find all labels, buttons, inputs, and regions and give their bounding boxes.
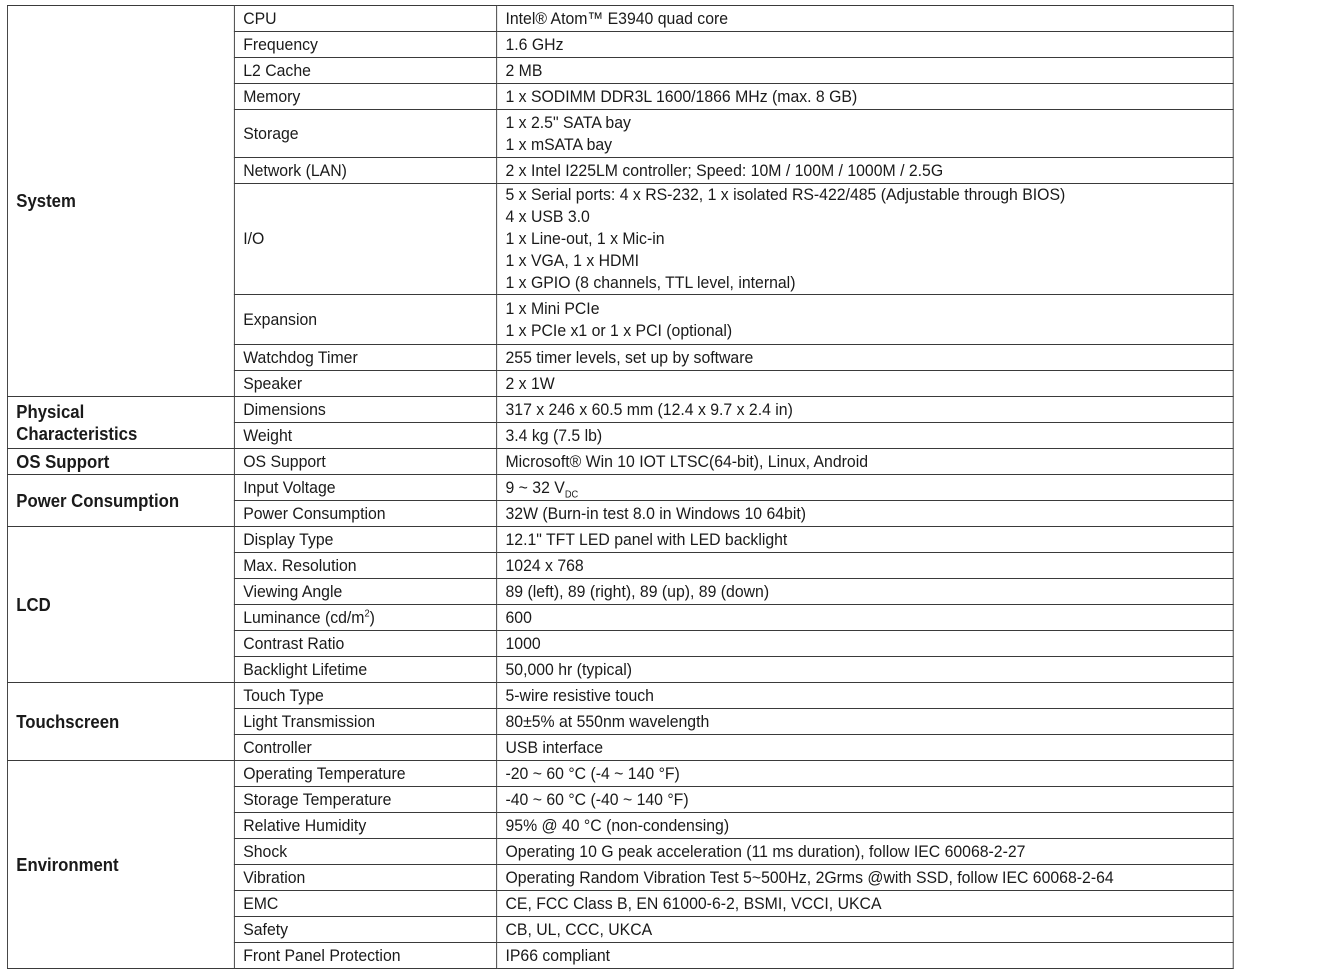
spec-value: [497, 449, 1234, 475]
spec-value: [497, 839, 1234, 865]
spec-value: [497, 475, 1234, 501]
table-row: [7, 475, 1233, 501]
spec-value-line: 5-wire resistive touch: [505, 685, 654, 705]
spec-value: [497, 657, 1234, 683]
spec-value-line: 1 x GPIO (8 channels, TTL level, internal): [505, 273, 796, 292]
spec-label: Controller: [234, 735, 496, 761]
spec-value-line: Operating Random Vibration Test 5~500Hz, 2Grms @with SSD, follow IEC 60068-2-64: [505, 867, 1114, 887]
spec-value-line: CE, FCC Class B, EN 61000-6-2, BSMI, VCCI, UKCA: [505, 893, 882, 913]
spec-value: [497, 184, 1234, 295]
category-physical-characteristics: Physical Characteristics: [7, 397, 234, 449]
spec-label: Watchdog Timer: [234, 345, 496, 371]
spec-label: Vibration: [234, 865, 496, 891]
spec-label: L2 Cache: [234, 58, 496, 84]
spec-value: [497, 917, 1234, 943]
spec-label: Power Consumption: [234, 501, 496, 527]
spec-label: Weight: [234, 423, 496, 449]
spec-value: [497, 605, 1234, 631]
spec-label: Shock: [234, 839, 496, 865]
spec-value-line: 2 MB: [505, 60, 543, 80]
spec-label: Frequency: [234, 32, 496, 58]
spec-label: Touch Type: [234, 683, 496, 709]
spec-label: Viewing Angle: [234, 579, 496, 605]
spec-label: Display Type: [234, 527, 496, 553]
spec-value-line: 1 x 2.5" SATA bay: [505, 112, 631, 132]
spec-value: [497, 891, 1234, 917]
spec-value: [497, 345, 1234, 371]
spec-label: OS Support: [234, 449, 496, 475]
spec-value-line: USB interface: [505, 737, 604, 757]
spec-value: [497, 709, 1234, 735]
spec-value-line: -20 ~ 60 °C (-4 ~ 140 °F): [505, 763, 680, 783]
category-touchscreen: Touchscreen: [7, 683, 234, 761]
spec-value-line: 95% @ 40 °C (non-condensing): [505, 815, 730, 835]
category-system: System: [7, 6, 234, 397]
spec-value-line: 9 ~ 32 $V_{DC}$: [505, 477, 579, 500]
spec-value-line: 1.6 GHz: [505, 34, 564, 54]
spec-label: Luminance $(cd/m^2)$: [234, 605, 496, 631]
spec-value: [497, 423, 1234, 449]
spec-label: Dimensions: [234, 397, 496, 423]
spec-value-line: 89 (left), 89 (right), 89 (up), 89 (down): [505, 581, 770, 601]
spec-value-line: 255 timer levels, set up by software: [505, 347, 754, 367]
spec-value-line: 1 x Line-out, 1 x Mic-in: [505, 229, 665, 248]
spec-value: [497, 761, 1234, 787]
spec-table: [7, 5, 1234, 969]
category-power-consumption: Power Consumption: [7, 475, 234, 527]
spec-value-line: 12.1" TFT LED panel with LED backlight: [505, 529, 788, 549]
spec-value-line: 1 x VGA, 1 x HDMI: [505, 251, 640, 270]
spec-label: EMC: [234, 891, 496, 917]
spec-value: [497, 943, 1234, 969]
spec-value-line: Microsoft® Win 10 IOT LTSC(64-bit), Linux, Android: [505, 451, 869, 471]
spec-label: Storage: [234, 110, 496, 158]
table-row: [7, 527, 1233, 553]
spec-value-line: 1024 x 768: [505, 555, 584, 575]
spec-value-line: 3.4 kg (7.5 lb): [505, 425, 603, 445]
spec-value-line: Intel® Atom™ E3940 quad core: [505, 8, 729, 28]
spec-label: Relative Humidity: [234, 813, 496, 839]
spec-value: [497, 84, 1234, 110]
spec-label: Max. Resolution: [234, 553, 496, 579]
spec-value: [497, 397, 1234, 423]
spec-value: [497, 110, 1234, 158]
spec-value-line: 32W (Burn-in test 8.0 in Windows 10 64bit): [505, 503, 807, 523]
spec-value-line: Operating 10 G peak acceleration (11 ms duration), follow IEC 60068-2-27: [505, 841, 1026, 861]
spec-label: Storage Temperature: [234, 787, 496, 813]
table-row: [7, 449, 1233, 475]
spec-label: Safety: [234, 917, 496, 943]
spec-value: [497, 865, 1234, 891]
spec-value: [497, 683, 1234, 709]
spec-value: [497, 787, 1234, 813]
spec-table-body: [7, 6, 1233, 969]
spec-value-line: 1 x SODIMM DDR3L 1600/1866 MHz (max. 8 GB): [505, 86, 858, 106]
spec-value-line: 4 x USB 3.0: [505, 207, 590, 226]
spec-label: Light Transmission: [234, 709, 496, 735]
spec-label: Speaker: [234, 371, 496, 397]
spec-value: [497, 813, 1234, 839]
spec-value: [497, 6, 1234, 32]
spec-value: [497, 527, 1234, 553]
category-lcd: LCD: [7, 527, 234, 683]
spec-value-line: 5 x Serial ports: 4 x RS-232, 1 x isolated RS-422/485 (Adjustable through BIOS): [505, 185, 1066, 204]
spec-value-line: IP66 compliant: [505, 945, 611, 965]
spec-value: [497, 631, 1234, 657]
spec-label: CPU: [234, 6, 496, 32]
spec-value: [497, 579, 1234, 605]
spec-label: Backlight Lifetime: [234, 657, 496, 683]
spec-value-line: -40 ~ 60 °C (-40 ~ 140 °F): [505, 789, 689, 809]
table-row: [7, 6, 1233, 32]
spec-value: [497, 32, 1234, 58]
spec-label: Expansion: [234, 295, 496, 345]
spec-value-line: 1000: [505, 633, 541, 653]
table-row: [7, 683, 1233, 709]
spec-value-line: 1 x PCIe x1 or 1 x PCI (optional): [505, 320, 733, 340]
spec-value: [497, 371, 1234, 397]
spec-label: Memory: [234, 84, 496, 110]
spec-label: Operating Temperature: [234, 761, 496, 787]
spec-value: [497, 553, 1234, 579]
spec-value: [497, 158, 1234, 184]
spec-value: [497, 735, 1234, 761]
spec-value-line: 2 x 1W: [505, 373, 555, 393]
category-environment: Environment: [7, 761, 234, 969]
table-row: [7, 397, 1233, 423]
spec-label: Input Voltage: [234, 475, 496, 501]
table-row: [7, 761, 1233, 787]
spec-value-line: CB, UL, CCC, UKCA: [505, 919, 653, 939]
spec-label: Network (LAN): [234, 158, 496, 184]
spec-value: [497, 295, 1234, 345]
spec-value-line: 1 x Mini PCIe: [505, 298, 600, 318]
spec-label: Contrast Ratio: [234, 631, 496, 657]
spec-value-line: 600: [505, 607, 532, 627]
spec-value: [497, 501, 1234, 527]
spec-value-line: 1 x mSATA bay: [505, 134, 613, 154]
spec-label: Front Panel Protection: [234, 943, 496, 969]
category-os-support: OS Support: [7, 449, 234, 475]
spec-label: I/O: [234, 184, 496, 295]
spec-value: [497, 58, 1234, 84]
spec-value-line: 50,000 hr (typical): [505, 659, 633, 679]
spec-value-line: 317 x 246 x 60.5 mm (12.4 x 9.7 x 2.4 in): [505, 399, 793, 419]
spec-value-line: 80±5% at 550nm wavelength: [505, 711, 710, 731]
spec-value-line: 2 x Intel I225LM controller; Speed: 10M / 100M / 1000M / 2.5G: [505, 160, 944, 180]
